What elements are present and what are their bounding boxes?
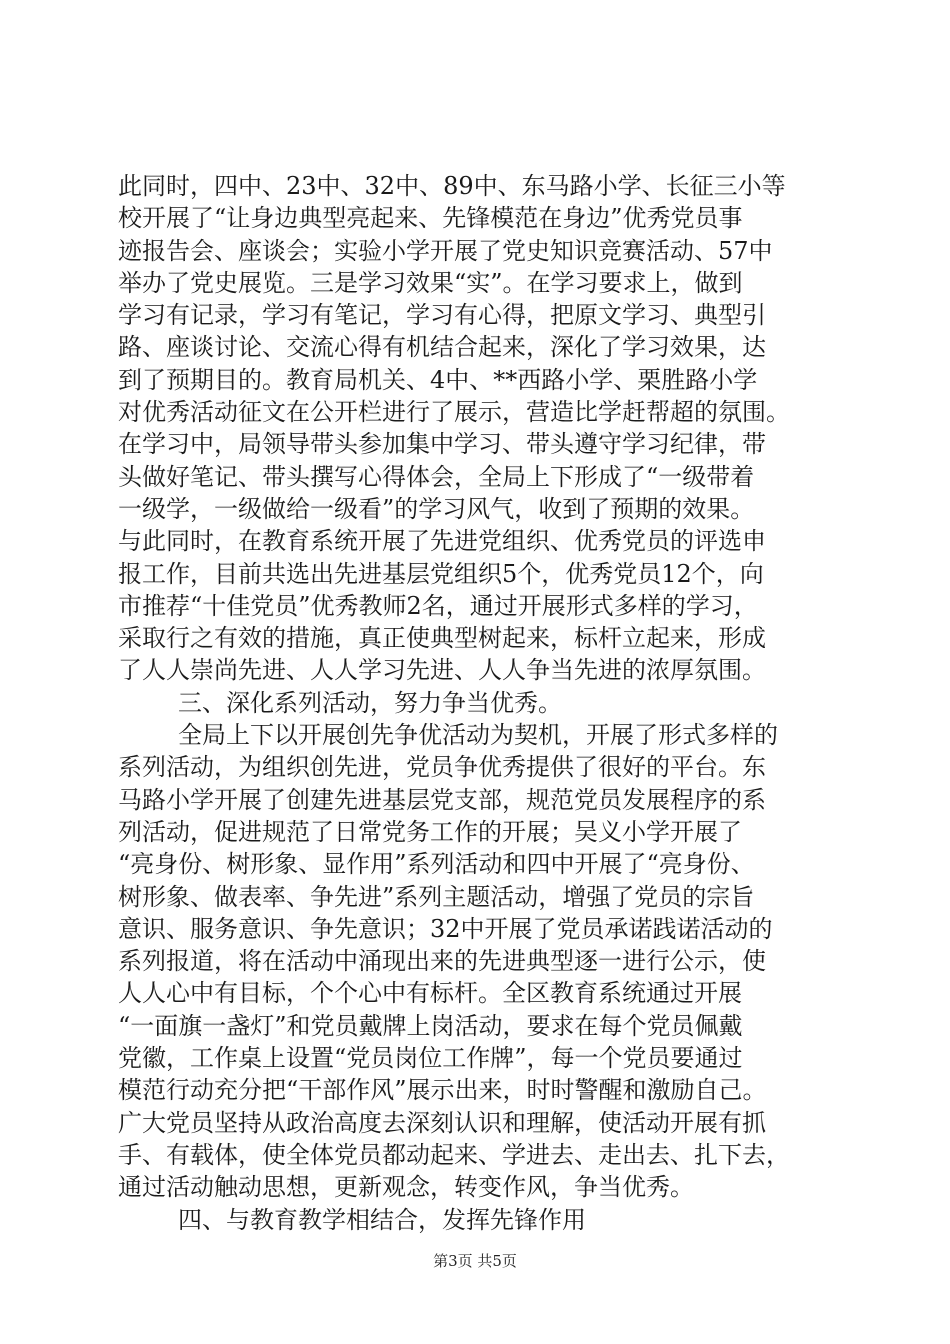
body-text — [118, 170, 838, 1236]
text-line: 马路小学开展了创建先进基层党支部，规范党员发展程序的系 — [118, 785, 766, 814]
text-line: 此同时，四中、23中、32中、89中、东马路小学、长征三小等 — [118, 172, 786, 200]
text-line: 采取行之有效的措施，真正使典型树起来，标杆立起来，形成 — [118, 624, 766, 653]
text-line: 通过活动触动思想，更新观念，转变作风，争当优秀。 — [118, 1173, 694, 1202]
text-line: 到了预期目的。教育局机关、4中、**西路小学、栗胜路小学 — [118, 365, 758, 394]
text-line: 党徽，工作桌上设置“党员岗位工作牌”，每一个党员要通过 — [118, 1044, 743, 1073]
text-line: 系列报道，将在活动中涌现出来的先进典型逐一进行公示，使 — [118, 947, 766, 976]
section-heading: 三、深化系列活动，努力争当优秀。 — [178, 688, 562, 717]
text-line: 手、有载体，使全体党员都动起来、学进去、走出去、扎下去， — [118, 1140, 790, 1169]
text-line: 列活动，促进规范了日常党务工作的开展；吴义小学开展了 — [118, 817, 742, 846]
text-line: 树形象、做表率、争先进”系列主题活动，增强了党员的宗旨 — [118, 882, 755, 911]
text-line: 学习有记录，学习有笔记，学习有心得，把原文学习、典型引 — [118, 301, 766, 330]
text-line: 与此同时，在教育系统开展了先进党组织、优秀党员的评选申 — [118, 527, 766, 556]
text-line: 意识、服务意识、争先意识；32中开展了党员承诺践诺活动的 — [118, 914, 773, 943]
text-line: 报工作，目前共选出先进基层党组织5个，优秀党员12个，向 — [118, 559, 764, 588]
text-line: “亮身份、树形象、显作用”系列活动和四中开展了“亮身份、 — [118, 850, 755, 879]
text-line: 人人心中有目标，个个心中有标杆。全区教育系统通过开展 — [118, 979, 742, 1008]
text-line: 对优秀活动征文在公开栏进行了展示，营造比学赶帮超的氛围。 — [118, 398, 790, 427]
text-line: 市推荐“十佳党员”优秀教师2名，通过开展形式多样的学习， — [118, 591, 758, 620]
section-heading: 四、与教育教学相结合，发挥先锋作用 — [178, 1205, 586, 1234]
text-line: 模范行动充分把“干部作风”展示出来，时时警醒和激励自己。 — [118, 1076, 767, 1105]
text-line: 全局上下以开展创先争优活动为契机，开展了形式多样的 — [178, 721, 778, 750]
text-line: 系列活动，为组织创先进，党员争优秀提供了很好的平台。东 — [118, 753, 766, 782]
text-line: 一级学，一级做给一级看”的学习风气，收到了预期的效果。 — [118, 494, 755, 523]
text-line: 举办了党史展览。三是学习效果“实”。在学习要求上，做到 — [118, 268, 743, 297]
text-line: 迹报告会、座谈会；实验小学开展了党史知识竞赛活动、57中 — [118, 236, 773, 265]
page-footer: 第3页 共5页 — [433, 1252, 517, 1270]
text-line: 了人人崇尚先进、人人学习先进、人人争当先进的浓厚氛围。 — [118, 656, 766, 685]
text-line: 路、座谈讨论、交流心得有机结合起来，深化了学习效果，达 — [118, 333, 766, 362]
text-line: “一面旗一盏灯”和党员戴牌上岗活动，要求在每个党员佩戴 — [118, 1011, 743, 1040]
text-line: 在学习中，局领导带头参加集中学习、带头遵守学习纪律，带 — [118, 430, 766, 459]
text-line: 校开展了“让身边典型亮起来、先锋模范在身边”优秀党员事 — [118, 204, 743, 233]
text-line: 头做好笔记、带头撰写心得体会，全局上下形成了“一级带着 — [118, 462, 755, 491]
text-line: 广大党员坚持从政治高度去深刻认识和理解，使活动开展有抓 — [118, 1108, 766, 1137]
